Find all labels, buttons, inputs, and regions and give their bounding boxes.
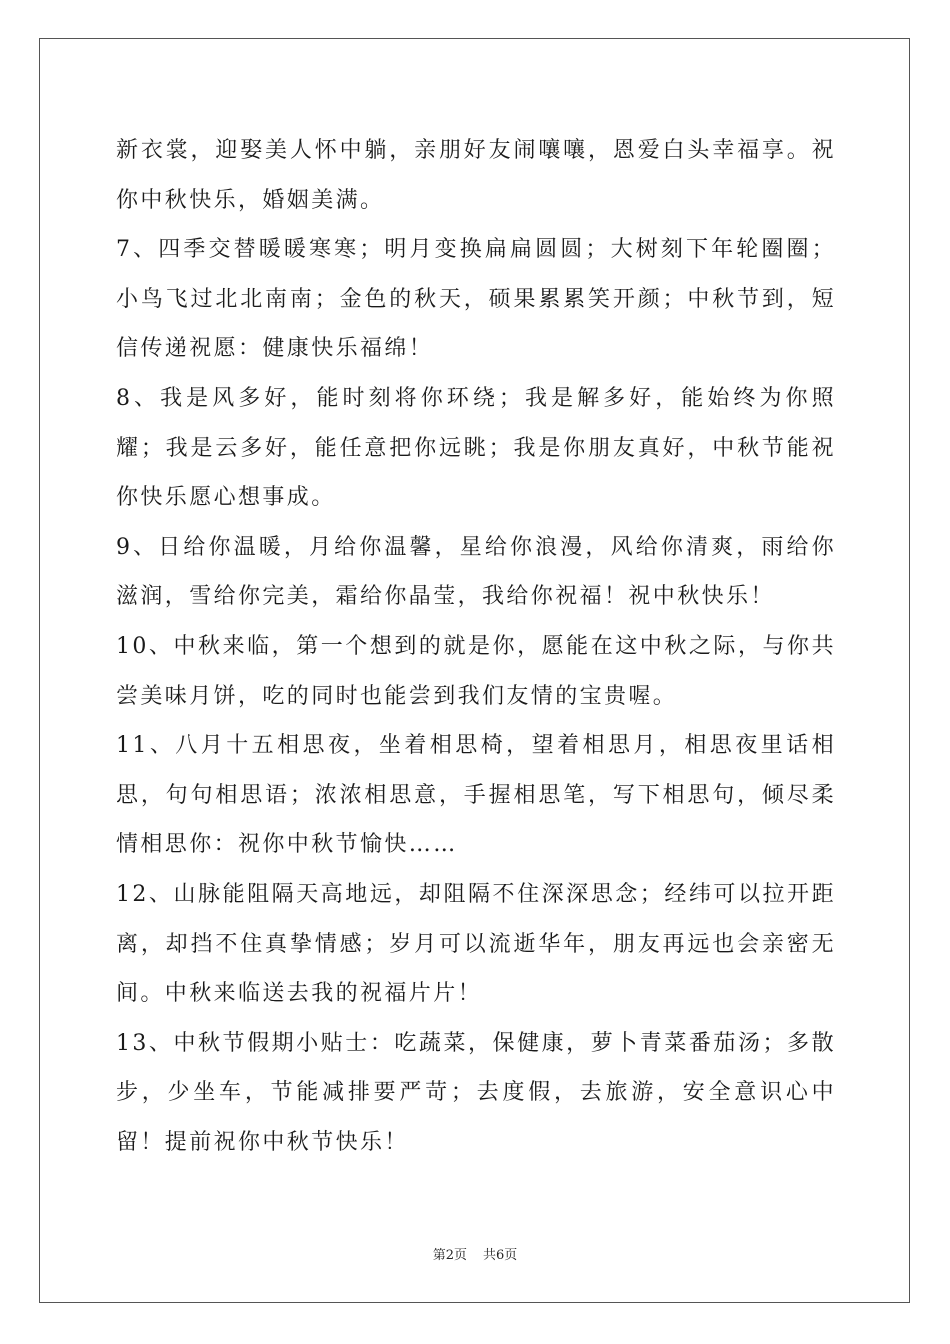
document-body — [116, 126, 836, 1167]
paragraph-continuation: 新衣裳，迎娶美人怀中躺，亲朋好友闹嚷嚷，恩爱白头幸福享。祝你中秋快乐，婚姻美满。 — [116, 138, 836, 213]
paragraph-item-11: 11、八月十五相思夜，坐着相思椅，望着相思月，相思夜里话相思，句句相思语；浓浓相思意，手握相思笔，写下相思句，倾尽柔情相思你：祝你中秋节愉快…… — [116, 733, 836, 858]
page-footer — [0, 1247, 950, 1265]
paragraph-item-9: 9、日给你温暖，月给你温馨，星给你浪漫，风给你清爽，雨给你滋润，雪给你完美，霜给你晶莹，我给你祝福！祝中秋快乐！ — [116, 534, 836, 610]
page-number-current: 第2页 — [432, 1248, 467, 1263]
paragraph-item-8: 8、我是风多好，能时刻将你环绕；我是解多好，能始终为你照耀；我是云多好，能任意把你远眺；我是你朋友真好，中秋节能祝你快乐愿心想事成。 — [116, 385, 836, 511]
paragraph-item-7: 7、四季交替暖暖寒寒；明月变换扁扁圆圆；大树刻下年轮圈圈；小鸟飞过北北南南；金色的秋天，硕果累累笑开颜；中秋节到，短信传递祝愿：健康快乐福绵！ — [116, 237, 836, 362]
paragraph-item-13: 13、中秋节假期小贴士：吃蔬菜，保健康，萝卜青菜番茄汤；多散步，少坐车，节能减排要严苛；去度假，去旅游，安全意识心中留！提前祝你中秋节快乐！ — [116, 1030, 836, 1155]
paragraph-item-12: 12、山脉能阻隔天高地远，却阻隔不住深深思念；经纬可以拉开距离，却挡不住真挚情感；岁月可以流逝华年，朋友再远也会亲密无间。中秋来临送去我的祝福片片！ — [116, 881, 836, 1007]
paragraph-item-10: 10、中秋来临，第一个想到的就是你，愿能在这中秋之际，与你共尝美味月饼，吃的同时也能尝到我们友情的宝贵喔。 — [116, 633, 836, 709]
page-number-total: 共6页 — [483, 1248, 518, 1263]
